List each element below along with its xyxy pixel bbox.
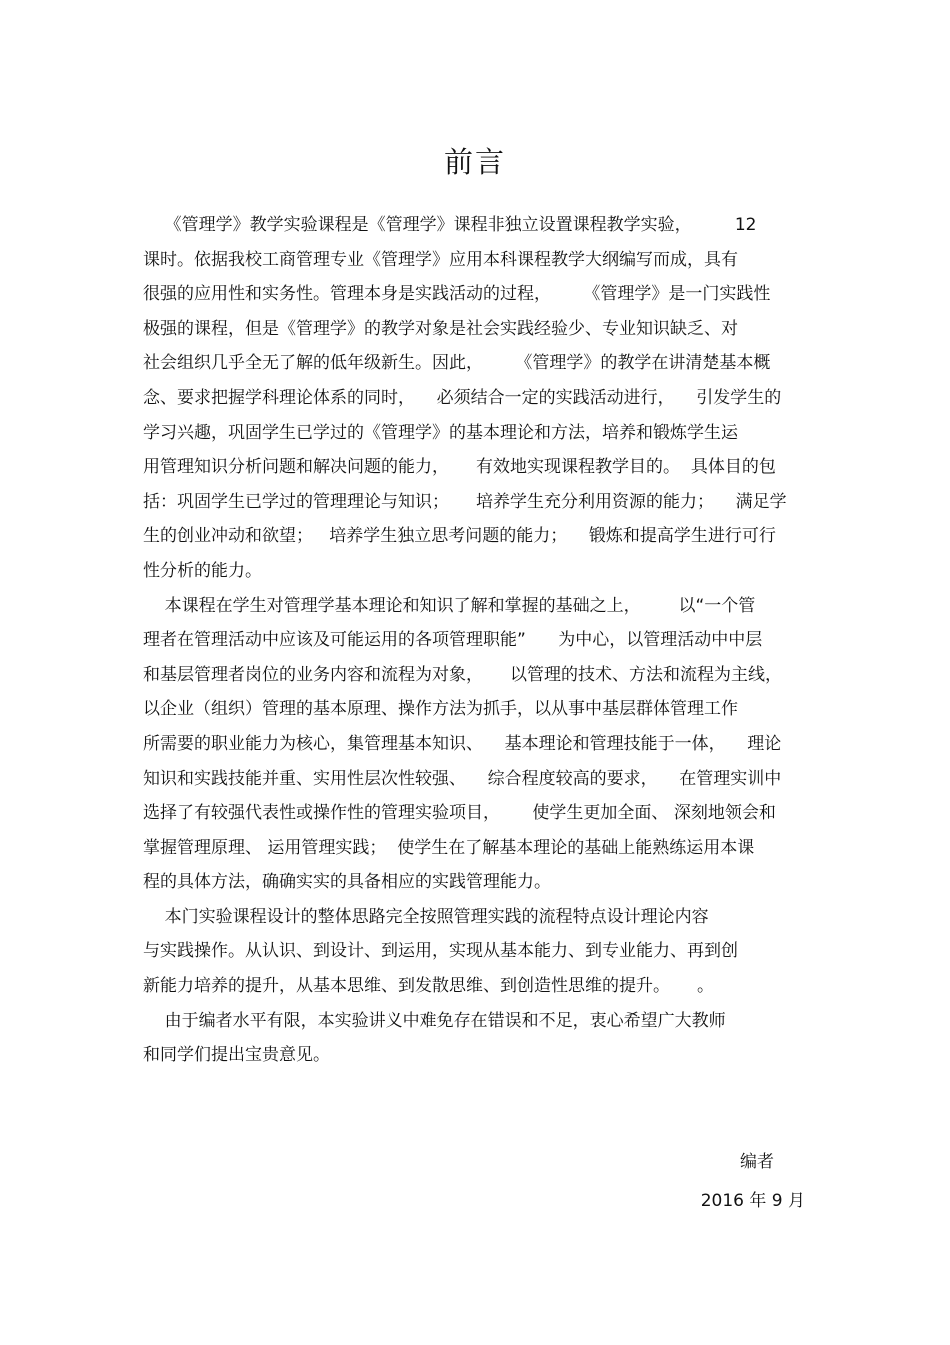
text-line: 知识和实践技能并重、实用性层次性较强、 综合程度较高的要求， 在管理实训中 [143,768,782,789]
text-line: 极强的课程，但是《管理学》的教学对象是社会实践经验少、专业知识缺乏、对 [143,318,738,339]
document-date: 2016 年 9 月 [700,1191,805,1211]
text-line: 学习兴趣，巩固学生已学过的《管理学》的基本理论和方法，培养和锻炼学生运 [143,422,738,443]
text-line: 掌握管理原理、 运用管理实践； 使学生在了解基本理论的基础上能熟练运用本课 [143,837,755,858]
text-line: 所需要的职业能力为核心，集管理基本知识、 基本理论和管理技能于一体， 理论 [143,733,782,754]
preface-body [143,208,807,1073]
text-line: 与实践操作。从认识、到设计、到运用，实现从基本能力、到专业能力、再到创 [143,941,738,962]
text-line: 程的具体方法，确确实实的具备相应的实践管理能力。 [143,872,551,893]
text-line: 由于编者水平有限，本实验讲义中难免存在错误和不足，衷心希望广大教师 [143,1010,726,1031]
text-line: 本课程在学生对管理学基本理论和知识了解和掌握的基础之上， 以“一个管 [143,595,756,616]
text-line: 念、要求把握学科理论体系的同时， 必须结合一定的实践活动进行， 引发学生的 [143,387,782,408]
text-line: 括：巩固学生已学过的管理理论与知识； 培养学生充分利用资源的能力； 满足学 [143,491,787,512]
text-line: 课时。依据我校工商管理专业《管理学》应用本科课程教学大纲编写而成，具有 [143,249,738,270]
text-line: 很强的应用性和实务性。管理本身是实践活动的过程， 《管理学》是一门实践性 [143,284,771,305]
text-line: 生的创业冲动和欲望； 培养学生独立思考问题的能力； 锻炼和提高学生进行可行 [143,526,776,547]
text-line: 新能力培养的提升，从基本思维、到发散思维、到创造性思维的提升。 。 [143,976,715,997]
text-line: 和同学们提出宝贵意见。 [143,1045,330,1066]
text-line: 以企业（组织）管理的基本原理、操作方法为抓手，以从事中基层群体管理工作 [143,699,738,720]
text-line: 和基层管理者岗位的业务内容和流程为对象， 以管理的技术、方法和流程为主线， [143,664,783,685]
text-line: 《管理学》教学实验课程是《管理学》课程非独立设置课程教学实验， 12 [143,215,757,235]
page-title: 前言 [443,145,506,179]
author-signature: 编者 [740,1152,774,1172]
text-line: 用管理知识分析问题和解决问题的能力， 有效地实现课程教学目的。 具体目的包 [143,457,776,478]
text-line: 选择了有较强代表性或操作性的管理实验项目， 使学生更加全面、 深刻地领会和 [143,803,776,824]
text-line: 社会组织几乎全无了解的低年级新生。因此， 《管理学》的教学在讲清楚基本概 [143,353,771,374]
text-line: 本门实验课程设计的整体思路完全按照管理实践的流程特点设计理论内容 [143,906,709,927]
text-line: 性分析的能力。 [143,560,262,581]
text-line: 理者在管理活动中应该及可能运用的各项管理职能” 为中心，以管理活动中中层 [143,630,763,651]
